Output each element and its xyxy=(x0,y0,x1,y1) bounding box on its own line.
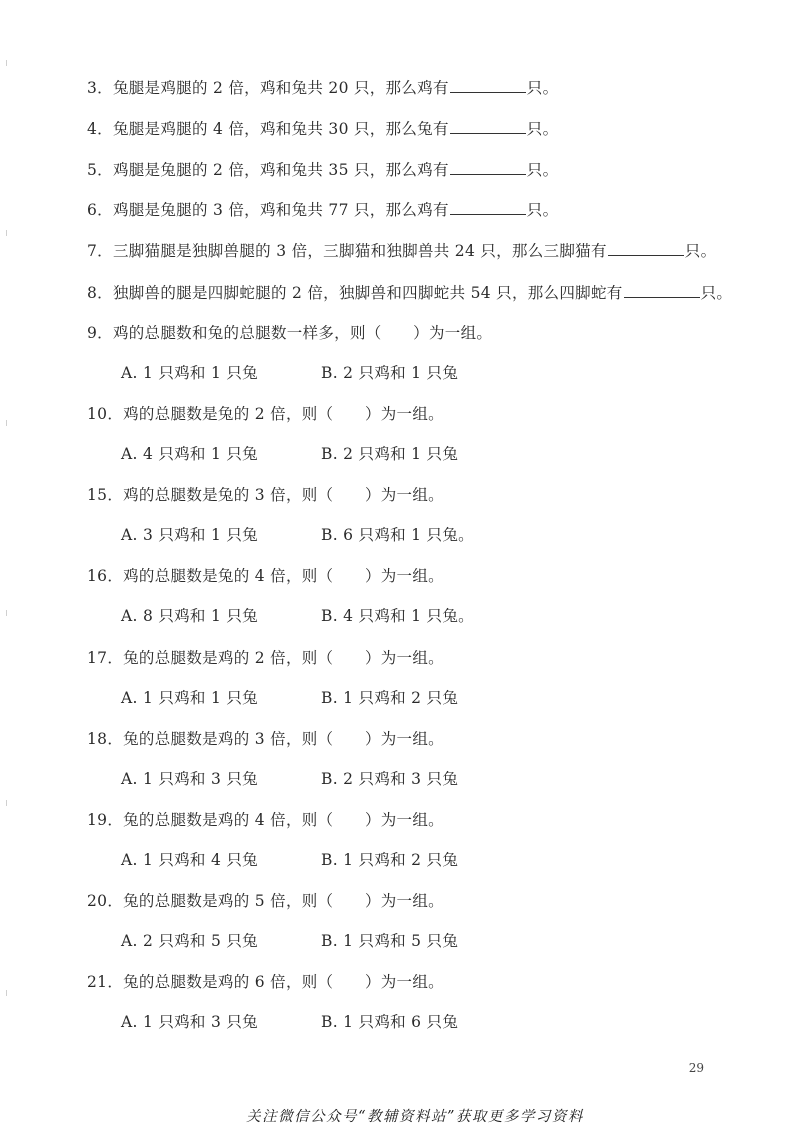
answer-blank xyxy=(624,283,700,298)
question-suffix: 只。 xyxy=(684,242,717,260)
option-b: B. 2 只鸡和 1 只兔 xyxy=(321,364,459,382)
option-b: B. 6 只鸡和 1 只兔。 xyxy=(321,526,474,544)
question-text: 4．兔腿是鸡腿的 4 倍，鸡和兔共 30 只，那么兔有 xyxy=(87,120,449,138)
question-4 xyxy=(87,119,558,139)
answer-blank xyxy=(608,241,684,256)
option-b: B. 1 只鸡和 2 只兔 xyxy=(321,689,459,707)
question-3 xyxy=(87,78,558,98)
answer-blank xyxy=(450,78,526,93)
option-a: A. 1 只鸡和 1 只兔 xyxy=(121,364,258,382)
option-a: A. 1 只鸡和 3 只兔 xyxy=(121,770,258,788)
question-suffix: 只。 xyxy=(526,79,559,97)
option-a: A. 1 只鸡和 3 只兔 xyxy=(121,1013,258,1031)
page-number: 29 xyxy=(688,1061,704,1075)
question-18: 18．兔的总腿数是鸡的 3 倍，则（ ）为一组。 xyxy=(87,730,444,748)
question-text: 8．独脚兽的腿是四脚蛇腿的 2 倍，独脚兽和四脚蛇共 54 只，那么四脚蛇有 xyxy=(87,284,623,302)
answer-blank xyxy=(450,160,526,175)
question-16: 16．鸡的总腿数是兔的 4 倍，则（ ）为一组。 xyxy=(87,567,444,585)
footer-watermark: 关注微信公众号“教辅资料站”获取更多学习资料 xyxy=(246,1109,584,1125)
option-b: B. 1 只鸡和 5 只兔 xyxy=(321,932,459,950)
option-b: B. 2 只鸡和 1 只兔 xyxy=(321,445,459,463)
question-19: 19．兔的总腿数是鸡的 4 倍，则（ ）为一组。 xyxy=(87,811,444,829)
scan-mark xyxy=(6,230,7,236)
question-17: 17．兔的总腿数是鸡的 2 倍，则（ ）为一组。 xyxy=(87,649,444,667)
option-a: A. 4 只鸡和 1 只兔 xyxy=(121,445,258,463)
question-text: 7．三脚猫腿是独脚兽腿的 3 倍，三脚猫和独脚兽共 24 只，那么三脚猫有 xyxy=(87,242,607,260)
question-20: 20．兔的总腿数是鸡的 5 倍，则（ ）为一组。 xyxy=(87,892,444,910)
answer-blank xyxy=(450,200,526,215)
scan-mark xyxy=(6,990,7,996)
scan-mark xyxy=(6,800,7,806)
option-a: A. 8 只鸡和 1 只兔 xyxy=(121,607,258,625)
question-7 xyxy=(87,241,716,261)
question-suffix: 只。 xyxy=(526,161,559,179)
question-suffix: 只。 xyxy=(526,120,559,138)
scan-mark xyxy=(6,420,7,426)
option-a: A. 1 只鸡和 4 只兔 xyxy=(121,851,258,869)
question-10: 10．鸡的总腿数是兔的 2 倍，则（ ）为一组。 xyxy=(87,405,444,423)
question-text: 3．兔腿是鸡腿的 2 倍，鸡和兔共 20 只，那么鸡有 xyxy=(87,79,449,97)
question-suffix: 只。 xyxy=(700,284,733,302)
option-b: B. 1 只鸡和 2 只兔 xyxy=(321,851,459,869)
question-8 xyxy=(87,283,732,303)
question-9: 9．鸡的总腿数和兔的总腿数一样多，则（ ）为一组。 xyxy=(87,324,493,342)
option-a: A. 2 只鸡和 5 只兔 xyxy=(121,932,258,950)
answer-blank xyxy=(450,119,526,134)
option-a: A. 1 只鸡和 1 只兔 xyxy=(121,689,258,707)
option-b: B. 4 只鸡和 1 只兔。 xyxy=(321,607,474,625)
question-5 xyxy=(87,160,558,180)
scan-mark xyxy=(6,60,7,66)
question-text: 6．鸡腿是兔腿的 3 倍，鸡和兔共 77 只，那么鸡有 xyxy=(87,201,449,219)
scan-mark xyxy=(6,610,7,616)
question-text: 5．鸡腿是兔腿的 2 倍，鸡和兔共 35 只，那么鸡有 xyxy=(87,161,449,179)
option-b: B. 2 只鸡和 3 只兔 xyxy=(321,770,459,788)
option-b: B. 1 只鸡和 6 只兔 xyxy=(321,1013,459,1031)
question-6 xyxy=(87,200,558,220)
question-15: 15．鸡的总腿数是兔的 3 倍，则（ ）为一组。 xyxy=(87,486,444,504)
question-21: 21．兔的总腿数是鸡的 6 倍，则（ ）为一组。 xyxy=(87,973,444,991)
option-a: A. 3 只鸡和 1 只兔 xyxy=(121,526,258,544)
question-suffix: 只。 xyxy=(526,201,559,219)
